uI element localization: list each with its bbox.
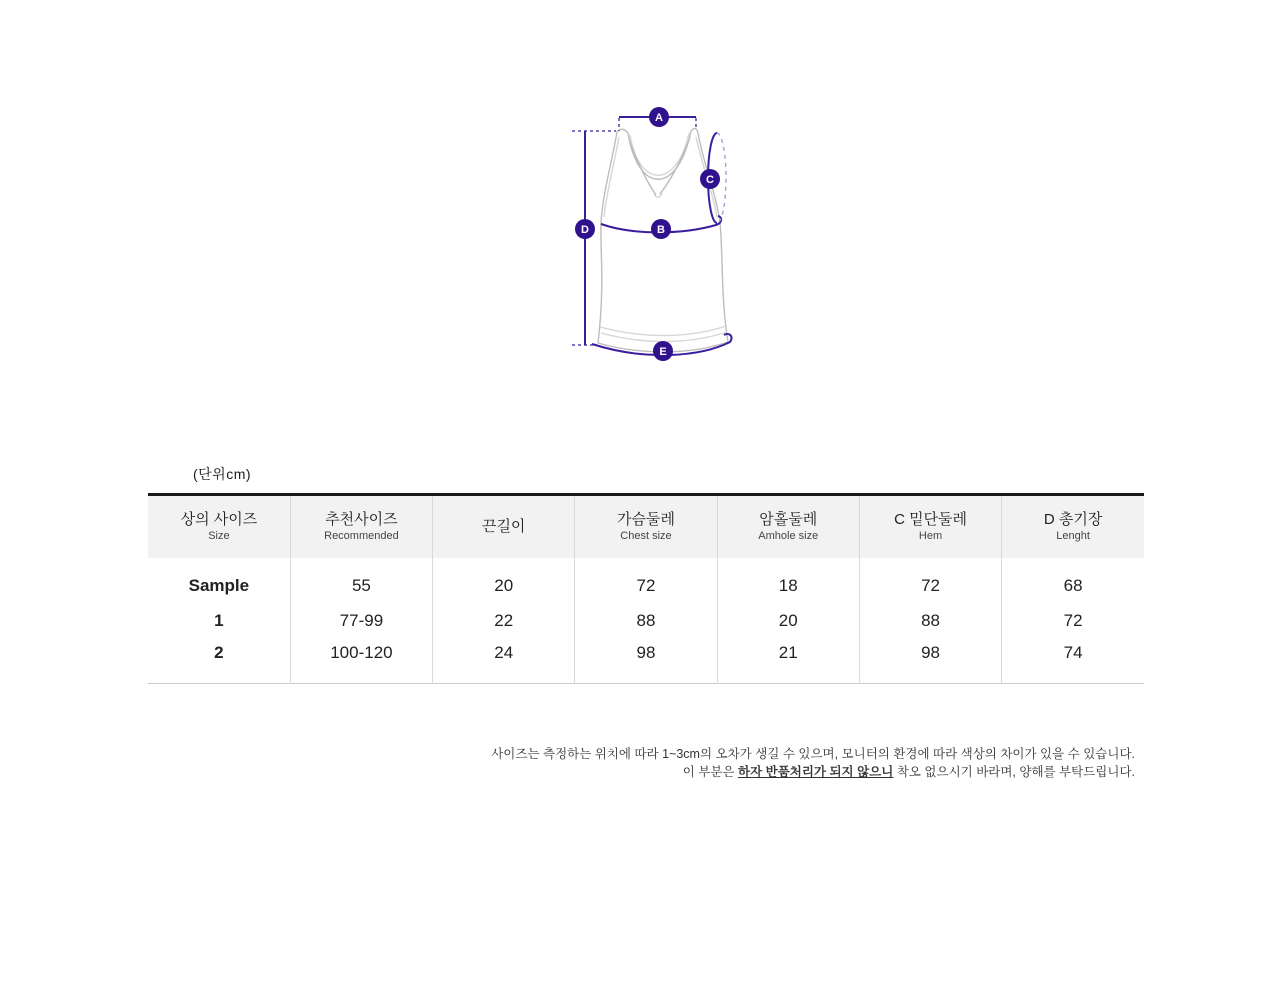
marker-a <box>649 107 669 127</box>
col-header-armhole <box>717 495 859 558</box>
col-header-hem-sub: Hem <box>918 530 943 543</box>
col-header-recommended-label: 추천사이즈 <box>325 511 398 529</box>
col-header-strap-length <box>433 495 575 558</box>
row-0-hem: 72 <box>859 558 1001 600</box>
row-1-chest: 88 <box>575 600 717 642</box>
col-header-recommended-sub: Recommended <box>324 530 399 543</box>
marker-c <box>700 169 720 189</box>
col-header-chest-sub: Chest size <box>620 530 672 543</box>
marker-a-label: A <box>655 112 663 124</box>
col-header-size-label: 상의 사이즈 <box>180 511 258 529</box>
col-header-armhole-label: 암홀둘레 <box>759 511 818 529</box>
row-2-strap-length: 24 <box>433 642 575 684</box>
row-2-length: 74 <box>1002 642 1144 684</box>
table-row <box>148 558 1144 600</box>
marker-e-label: E <box>659 346 667 358</box>
col-header-size <box>148 495 290 558</box>
marker-d-label: D <box>581 224 589 236</box>
size-disclaimer <box>491 745 1135 781</box>
tank-top-diagram-svg <box>550 85 770 385</box>
row-0-label: Sample <box>188 575 250 595</box>
col-header-armhole-sub: Amhole size <box>758 530 819 543</box>
size-disclaimer-line2-emphasis: 하자 반품처리가 되지 않으니 <box>738 765 894 779</box>
tank-top-measurement-diagram <box>550 85 770 385</box>
size-disclaimer-line2 <box>491 763 1135 781</box>
col-header-chest <box>575 495 717 558</box>
size-table <box>148 493 1144 684</box>
row-0-armhole: 18 <box>717 558 859 600</box>
size-disclaimer-line2-post: 착오 없으시기 바라며, 양해를 부탁드립니다. <box>893 765 1135 779</box>
table-row <box>148 642 1144 684</box>
row-2-label: 2 <box>214 643 224 663</box>
row-1-hem: 88 <box>859 600 1001 642</box>
marker-b <box>651 219 671 239</box>
col-header-length-sub: Lenght <box>1056 530 1090 543</box>
col-header-strap-length-label: 끈길이 <box>481 518 526 536</box>
row-0-length: 68 <box>1002 558 1144 600</box>
size-disclaimer-line2-pre: 이 부분은 <box>682 765 738 779</box>
size-table-body <box>148 558 1144 684</box>
row-2-chest: 98 <box>575 642 717 684</box>
row-1-armhole: 20 <box>717 600 859 642</box>
row-2-recommended: 100-120 <box>290 642 432 684</box>
row-1-strap-length: 22 <box>433 600 575 642</box>
row-2-armhole: 21 <box>717 642 859 684</box>
col-header-hem-label: C 밑단둘레 <box>894 511 968 529</box>
row-1-recommended: 77-99 <box>290 600 432 642</box>
row-1-length: 72 <box>1002 600 1144 642</box>
row-1-label: 1 <box>214 610 224 630</box>
col-header-recommended <box>290 495 432 558</box>
marker-d <box>575 219 595 239</box>
row-2-hem: 98 <box>859 642 1001 684</box>
table-row <box>148 600 1144 642</box>
row-0-chest: 72 <box>575 558 717 600</box>
marker-c-label: C <box>706 174 714 186</box>
size-table-header <box>148 495 1144 558</box>
col-header-hem <box>859 495 1001 558</box>
col-header-size-sub: Size <box>208 530 230 543</box>
row-0-strap-length: 20 <box>433 558 575 600</box>
marker-e <box>653 341 673 361</box>
row-0-recommended: 55 <box>290 558 432 600</box>
unit-note: (단위cm) <box>193 466 252 482</box>
col-header-length <box>1002 495 1144 558</box>
size-disclaimer-line1: 사이즈는 측정하는 위치에 따라 1~3cm의 오차가 생길 수 있으며, 모니터의 환경에 따라 색상의 차이가 있을 수 있습니다. <box>491 747 1135 761</box>
marker-b-label: B <box>657 224 665 236</box>
col-header-length-label: D 총기장 <box>1043 511 1103 529</box>
col-header-chest-label: 가슴둘레 <box>617 511 675 529</box>
